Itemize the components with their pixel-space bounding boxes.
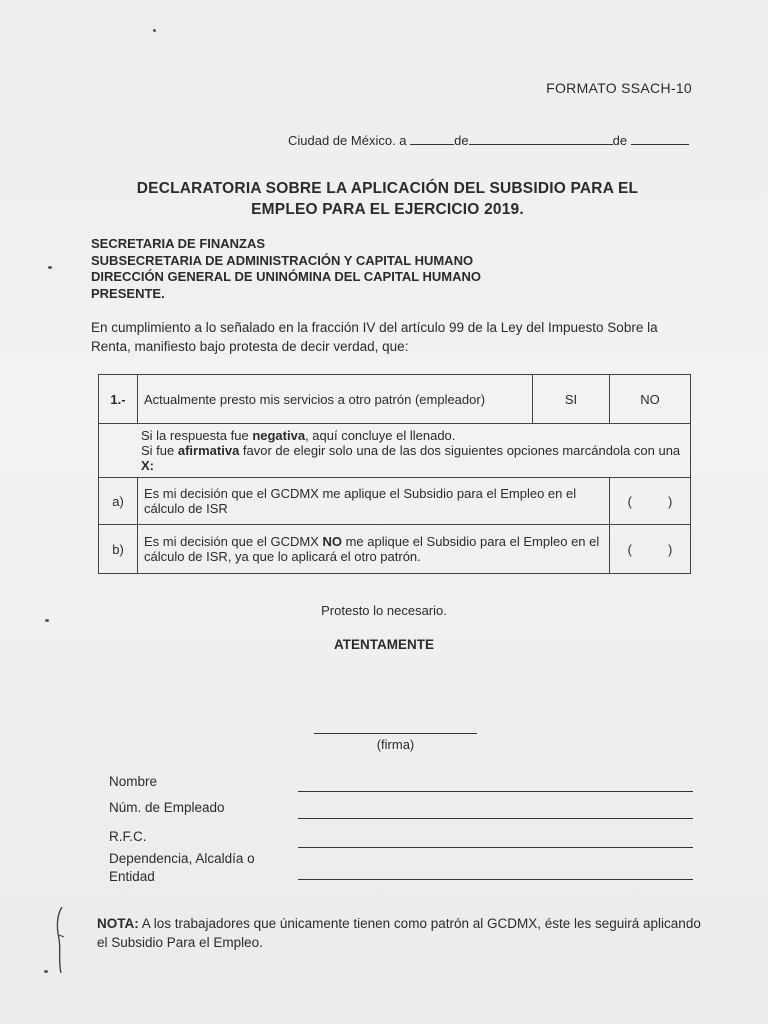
field-line-num-empleado[interactable]	[298, 818, 693, 819]
scan-speck	[48, 266, 52, 269]
signature-label: (firma)	[376, 737, 415, 752]
instruction-negative	[141, 428, 684, 443]
scan-speck	[153, 29, 156, 32]
option-b-text	[138, 525, 610, 574]
form-code: FORMATO SSACH-10	[546, 80, 692, 96]
answer-no: NO	[610, 375, 691, 424]
day-blank	[410, 132, 454, 145]
note-label: NOTA:	[97, 916, 139, 931]
option-b-bold: NO	[322, 534, 342, 549]
question-row	[99, 375, 691, 424]
signature-line[interactable]	[314, 733, 477, 734]
addressee-line-2: SUBSECRETARIA DE ADMINISTRACIÓN Y CAPITAL HUMANO	[91, 252, 474, 268]
handwritten-bracket-mark	[53, 905, 67, 975]
intro-paragraph: En cumplimiento a lo señalado en la fracción IV del artículo 99 de la Ley del Impuesto Sobre la Renta, manifiesto bajo protesta de decir verdad, que:	[91, 320, 658, 354]
instr-neg-bold: negativa	[252, 428, 306, 443]
option-b-checkbox[interactable]: ( )	[610, 525, 691, 574]
date-city-label: Ciudad de México. a	[288, 133, 407, 148]
option-b-letter: b)	[99, 525, 138, 574]
addressee-line-1: SECRETARIA DE FINANZAS	[91, 236, 266, 251]
option-a-text: Es mi decisión que el GCDMX me aplique el Subsidio para el Empleo en el cálculo de ISR	[138, 478, 610, 525]
instr-afi-x: X:	[141, 458, 154, 473]
addressee-line-4: PRESENTE.	[91, 285, 165, 301]
instruction-affirmative	[141, 443, 684, 473]
question-text: Actualmente presto mis servicios a otro patrón (empleador)	[138, 375, 533, 424]
option-a-checkbox[interactable]: ( )	[610, 478, 691, 525]
addressee-line-3: DIRECCIÓN GENERAL DE UNINÓMINA DEL CAPITAL HUMANO	[91, 269, 482, 284]
option-a-row	[99, 478, 691, 525]
title-line-1: DECLARATORIA SOBRE LA APLICACIÓN DEL SUBSIDIO PARA EL	[136, 180, 639, 197]
question-number: 1.-	[99, 375, 138, 424]
instr-afi-text-1: Si fue	[141, 443, 175, 458]
title-line-2: EMPLEO PARA EL EJERCICIO 2019.	[251, 201, 524, 218]
note-text: A los trabajadores que únicamente tienen como patrón al GCDMX, éste les seguirá aplicando el Subsidio Para el Empleo.	[97, 916, 701, 950]
instr-neg-text-2: , aquí concluye el llenado.	[305, 428, 456, 443]
instructions-row	[99, 424, 691, 478]
field-label-rfc: R.F.C.	[109, 829, 147, 844]
year-blank	[631, 132, 689, 145]
option-b-text-1: Es mi decisión que el GCDMX	[144, 534, 319, 549]
option-a-letter: a)	[99, 478, 138, 525]
field-line-dependencia[interactable]	[298, 879, 693, 880]
date-line	[288, 132, 689, 148]
answer-si: SI	[533, 375, 610, 424]
month-blank	[469, 132, 613, 145]
protest-statement: Protesto lo necesario.	[321, 603, 447, 618]
field-label-dependencia: Dependencia, Alcaldía o Entidad	[109, 851, 255, 884]
document-title	[100, 178, 675, 220]
field-label-nombre: Nombre	[109, 774, 158, 789]
option-b-row	[99, 525, 691, 574]
instructions-cell	[99, 424, 691, 478]
scan-speck	[45, 619, 49, 622]
closing-atentamente: ATENTAMENTE	[334, 637, 434, 652]
field-line-rfc[interactable]	[298, 847, 693, 848]
instr-afi-text-2: favor de elegir solo una de las dos siguientes opciones marcándola con una	[242, 443, 681, 458]
field-label-num-empleado: Núm. de Empleado	[109, 800, 225, 815]
addressee-block	[91, 236, 481, 302]
instr-afi-bold: afirmativa	[177, 443, 240, 458]
declaration-table	[98, 374, 691, 574]
option-b-text-2: me aplique el Subsidio para el Empleo en el cálculo de ISR, ya que lo aplicará el otro patrón.	[144, 534, 600, 564]
field-line-nombre[interactable]	[298, 791, 693, 792]
scan-speck	[44, 970, 48, 973]
date-de-label-1: de	[454, 133, 469, 148]
note-paragraph	[97, 914, 707, 952]
date-de-label-2: de	[612, 133, 628, 148]
instr-neg-text-1: Si la respuesta fue	[141, 428, 249, 443]
